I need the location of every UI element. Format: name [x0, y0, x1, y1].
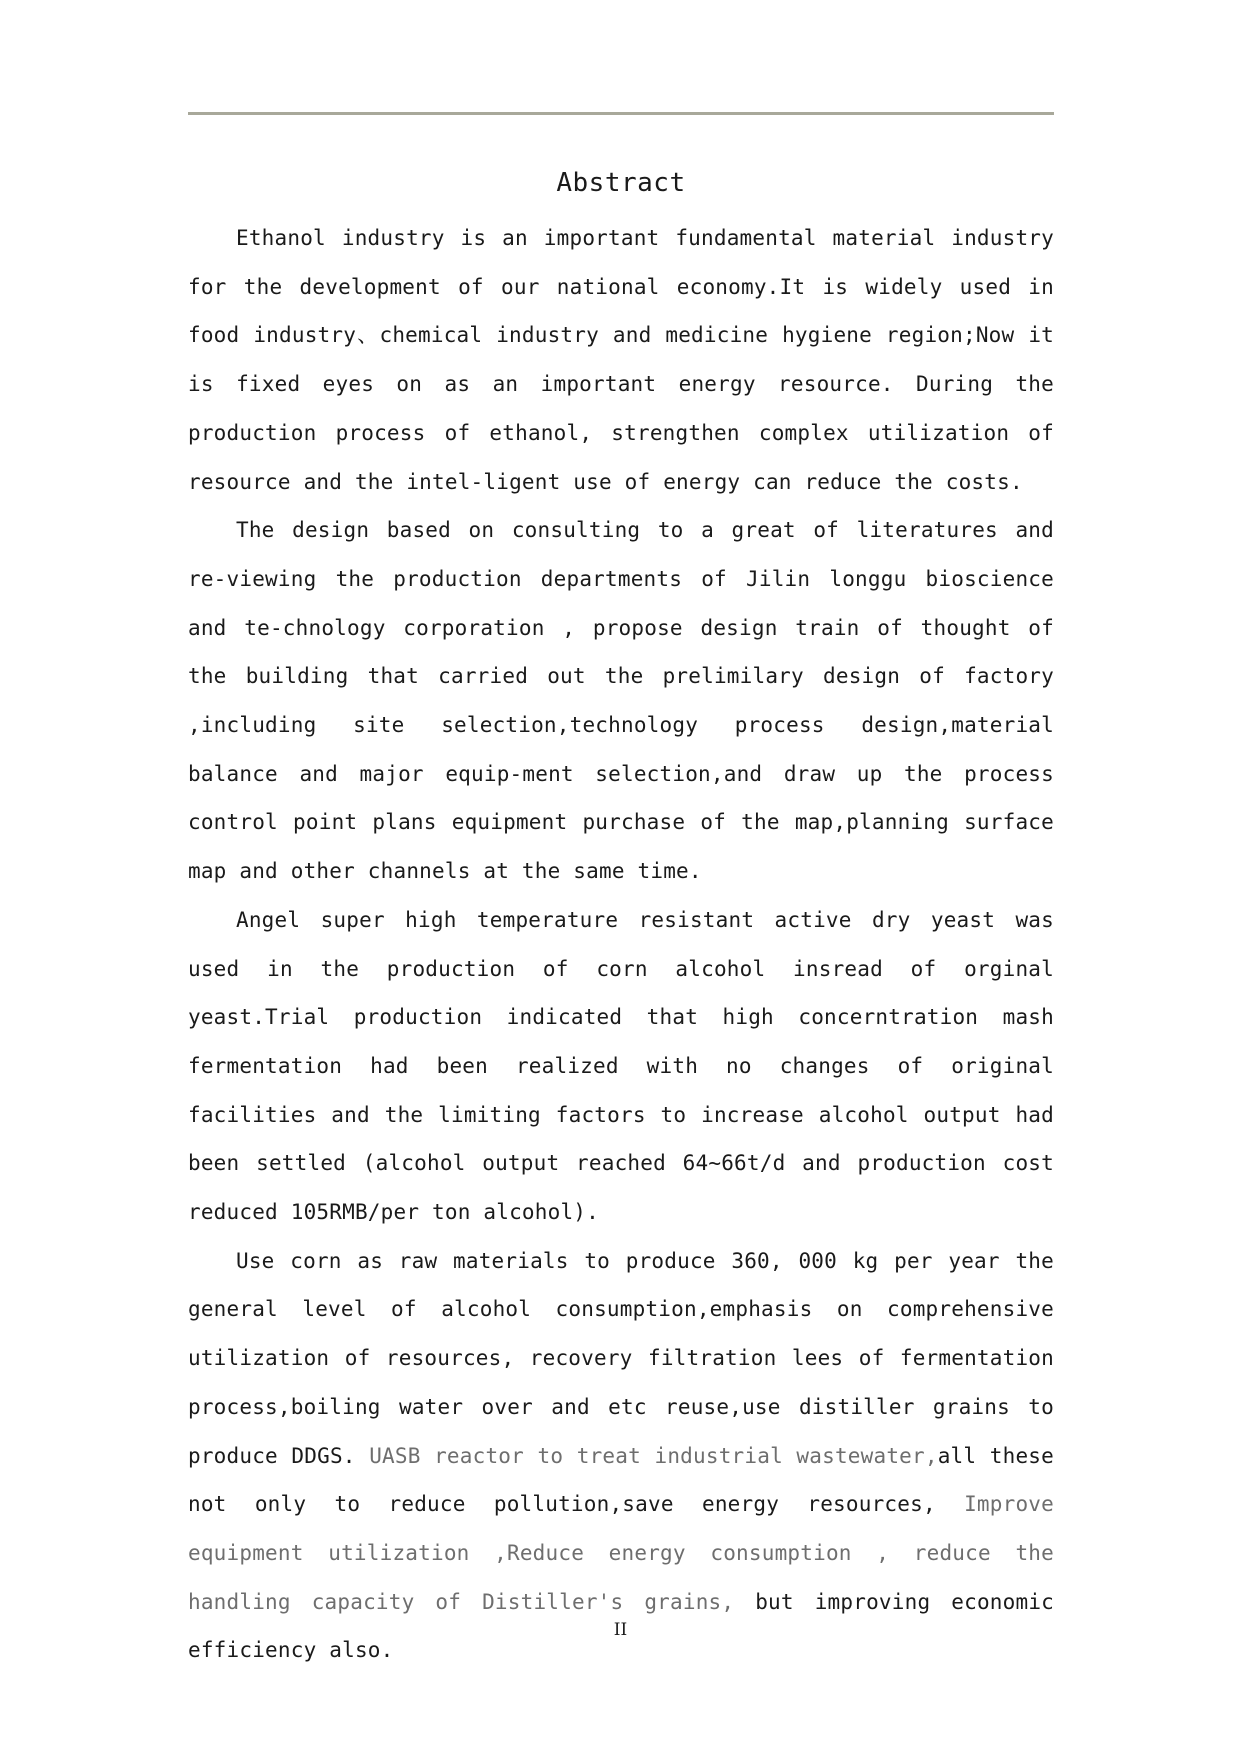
page-number: II [613, 1620, 628, 1640]
paragraph-3: Angel super high temperature resistant active dry yeast was used in the production of corn alcohol insread of orginal yeast.Trial production indicated that high concerntration mash fermentation had been realized with no changes of original facilities and the limiting factors to increase alcohol output had been settled (alcohol output reached 64~66t/d and production cost reduced 105RMB/per ton alcohol). [188, 907, 1054, 1225]
paragraph-4-text-c: but improving economic efficiency also. [188, 1589, 1054, 1663]
paragraph-4-gray-a: UASB reactor to treat industrial wastewater, [369, 1443, 938, 1468]
paragraph-2: The design based on consulting to a great of literatures and re-viewing the production departments of Jilin longgu bioscience and te-chnology corporation , propose design train of thought of the building that carried out the prelimilary design of factory ,including site selection,technology process design,material balance and major equip-ment selection,and draw up the process control point plans equipment purchase of the map,planning surface map and other channels at the same time. [188, 518, 1054, 884]
paragraph-4-gray-b: Improve equipment utilization ,Reduce energy consumption , reduce the handling capacity of Distiller's grains, [188, 1492, 1054, 1614]
paragraph-1: Ethanol industry is an important fundamental material industry for the development of our national economy.It is widely used in food industry、chemical industry and medicine hygiene region;Now it is fixed eyes on as an important energy resource. During the production process of ethanol, strengthen complex utilization of resource and the intel-ligent use of energy can reduce the costs. [188, 226, 1054, 494]
abstract-body [188, 214, 1054, 1675]
paragraph-4 [188, 1237, 1054, 1675]
header-rule [188, 112, 1054, 115]
page-title: Abstract [556, 168, 686, 198]
paragraph-4-text-a: Use corn as raw materials to produce 360, 000 kg per year the general level of alcohol consumption,emphasis on comprehensive utilization of resources, recovery filtration lees of fermentation process,boiling water over and etc reuse,use distiller grains to produce DDGS. [188, 1248, 1054, 1468]
paragraph-4-text-b: all these not only to reduce pollution,save energy resources, [188, 1443, 1054, 1517]
